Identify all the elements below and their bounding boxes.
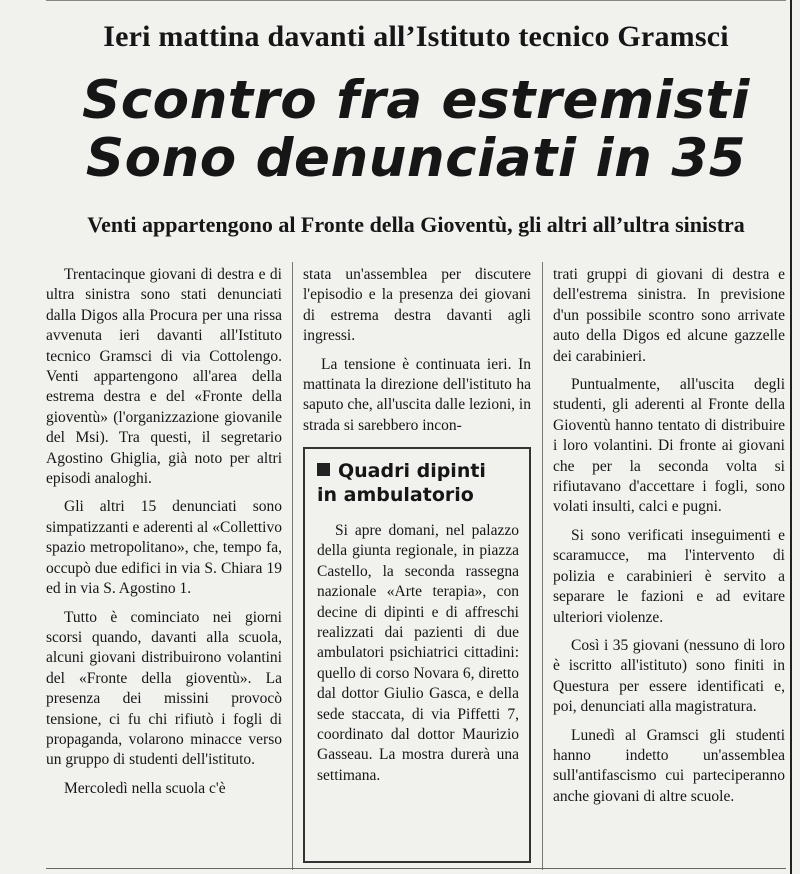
subheadline: Venti appartengono al Fronte della Gioventù, gli altri all’ultra sinistra <box>87 212 745 237</box>
box-title-line-1: Quadri dipinti <box>338 460 486 482</box>
column-2-paragraph: La tensione è continuata ieri. In mattinata la direzione dell'istituto ha saputo che, all'uscita dalle lezioni, in strada si sarebbero incon- <box>303 355 531 434</box>
kicker-headline: Ieri mattina davanti all’Istituto tecnico Gramsci <box>103 20 729 53</box>
headline-line-1: Scontro fra estremisti <box>82 70 750 131</box>
right-border-line <box>790 0 792 874</box>
column-1-paragraph: Trentacinque giovani di destra e di ultra sinistra sono stati denunciati dalla Digos alla Procura per una rissa avvenuta ieri davanti all'Istituto tecnico Gramsci di via Cottolengo. Venti appartengono all'area della estrema destra e del «Fronte della gioventù» (l'organizzazione giovanile del Msi). Tra questi, il segretario Agostino Ghiglia, già noto per altri episodi analoghi. <box>46 266 282 488</box>
column-3-paragraph: Si sono verificati inseguimenti e scaramucce, ma l'intervento di polizia e carabinieri è servito a separare le fazioni e ad evitare ulteriori violenze. <box>553 526 785 626</box>
column-2-paragraph: stata un'assemblea per discutere l'episodio e la presenza dei giovani di estrema destra davanti agli ingressi. <box>303 266 531 345</box>
column-separator <box>292 262 293 870</box>
column-separator <box>542 262 543 870</box>
headline-line-2: Sono denunciati in 35 <box>85 128 747 189</box>
column-1-paragraph: Mercoledì nella scuola c'è <box>64 779 226 797</box>
column-1-paragraph: Gli altri 15 denunciati sono simpatizzanti e aderenti al «Collettivo spazio metropolitano», che, tempo fa, occupò due edifici in via S. Chiara 19 ed in via S. Agostino 1. <box>46 498 282 598</box>
box-body <box>317 521 519 786</box>
sidebar-box <box>303 447 531 863</box>
bottom-rule <box>46 868 786 869</box>
top-rule <box>46 0 786 1</box>
box-title-line-2: in ambulatorio <box>317 484 474 506</box>
column-3-paragraph: Puntualmente, all'uscita degli studenti, gli aderenti al Fronte della Gioventù hanno tentato di distribuire i loro volantini. Di fronte ai giovani che per la seconda volta si rifiutavano d'accettare i fogli, sono volati insulti, calci e pugni. <box>553 376 785 516</box>
box-title <box>317 459 519 507</box>
column-3-paragraph: Lunedì al Gramsci gli studenti hanno indetto un'assemblea sull'antifascismo cui parteciperanno anche giovani di altre scuole. <box>553 726 785 805</box>
article-column-1 <box>46 265 282 807</box>
article-column-3 <box>553 265 785 815</box>
column-1-paragraph: Tutto è cominciato nei giorni scorsi quando, davanti alla scuola, alcuni giovani distribuirono volantini del «Fronte della gioventù». La presenza dei missini provocò tensione, ci fu chi rifiutò i fogli di propaganda, volarono minacce verso un gruppo di studenti dell'istituto. <box>46 608 282 769</box>
column-3-paragraph: trati gruppi di giovani di destra e dell'estrema sinistra. In previsione d'un possibile scontro sono arrivate auto della Digos ed alcune gazzelle dei carabinieri. <box>553 266 785 365</box>
square-bullet-icon <box>317 463 330 476</box>
article-column-2 <box>303 265 531 444</box>
main-headline <box>46 72 786 188</box>
column-3-paragraph: Così i 35 giovani (nessuno di loro è iscritto all'istituto) sono finiti in Questura per essere identificati e, poi, denunciati alla magistratura. <box>553 636 785 716</box>
box-paragraph: Si apre domani, nel palazzo della giunta regionale, in piazza Castello, la seconda rassegna nazionale «Arte terapia», con decine di dipinti e di affreschi realizzati dai pazienti di due ambulatori psichiatrici cittadini: quello di corso Novara 6, diretto dal dottor Giulio Gasca, e della sede staccata, di via Piffetti 7, coordinato dal dottor Maurizio Gasseau. La mostra durerà una settimana. <box>317 522 519 784</box>
